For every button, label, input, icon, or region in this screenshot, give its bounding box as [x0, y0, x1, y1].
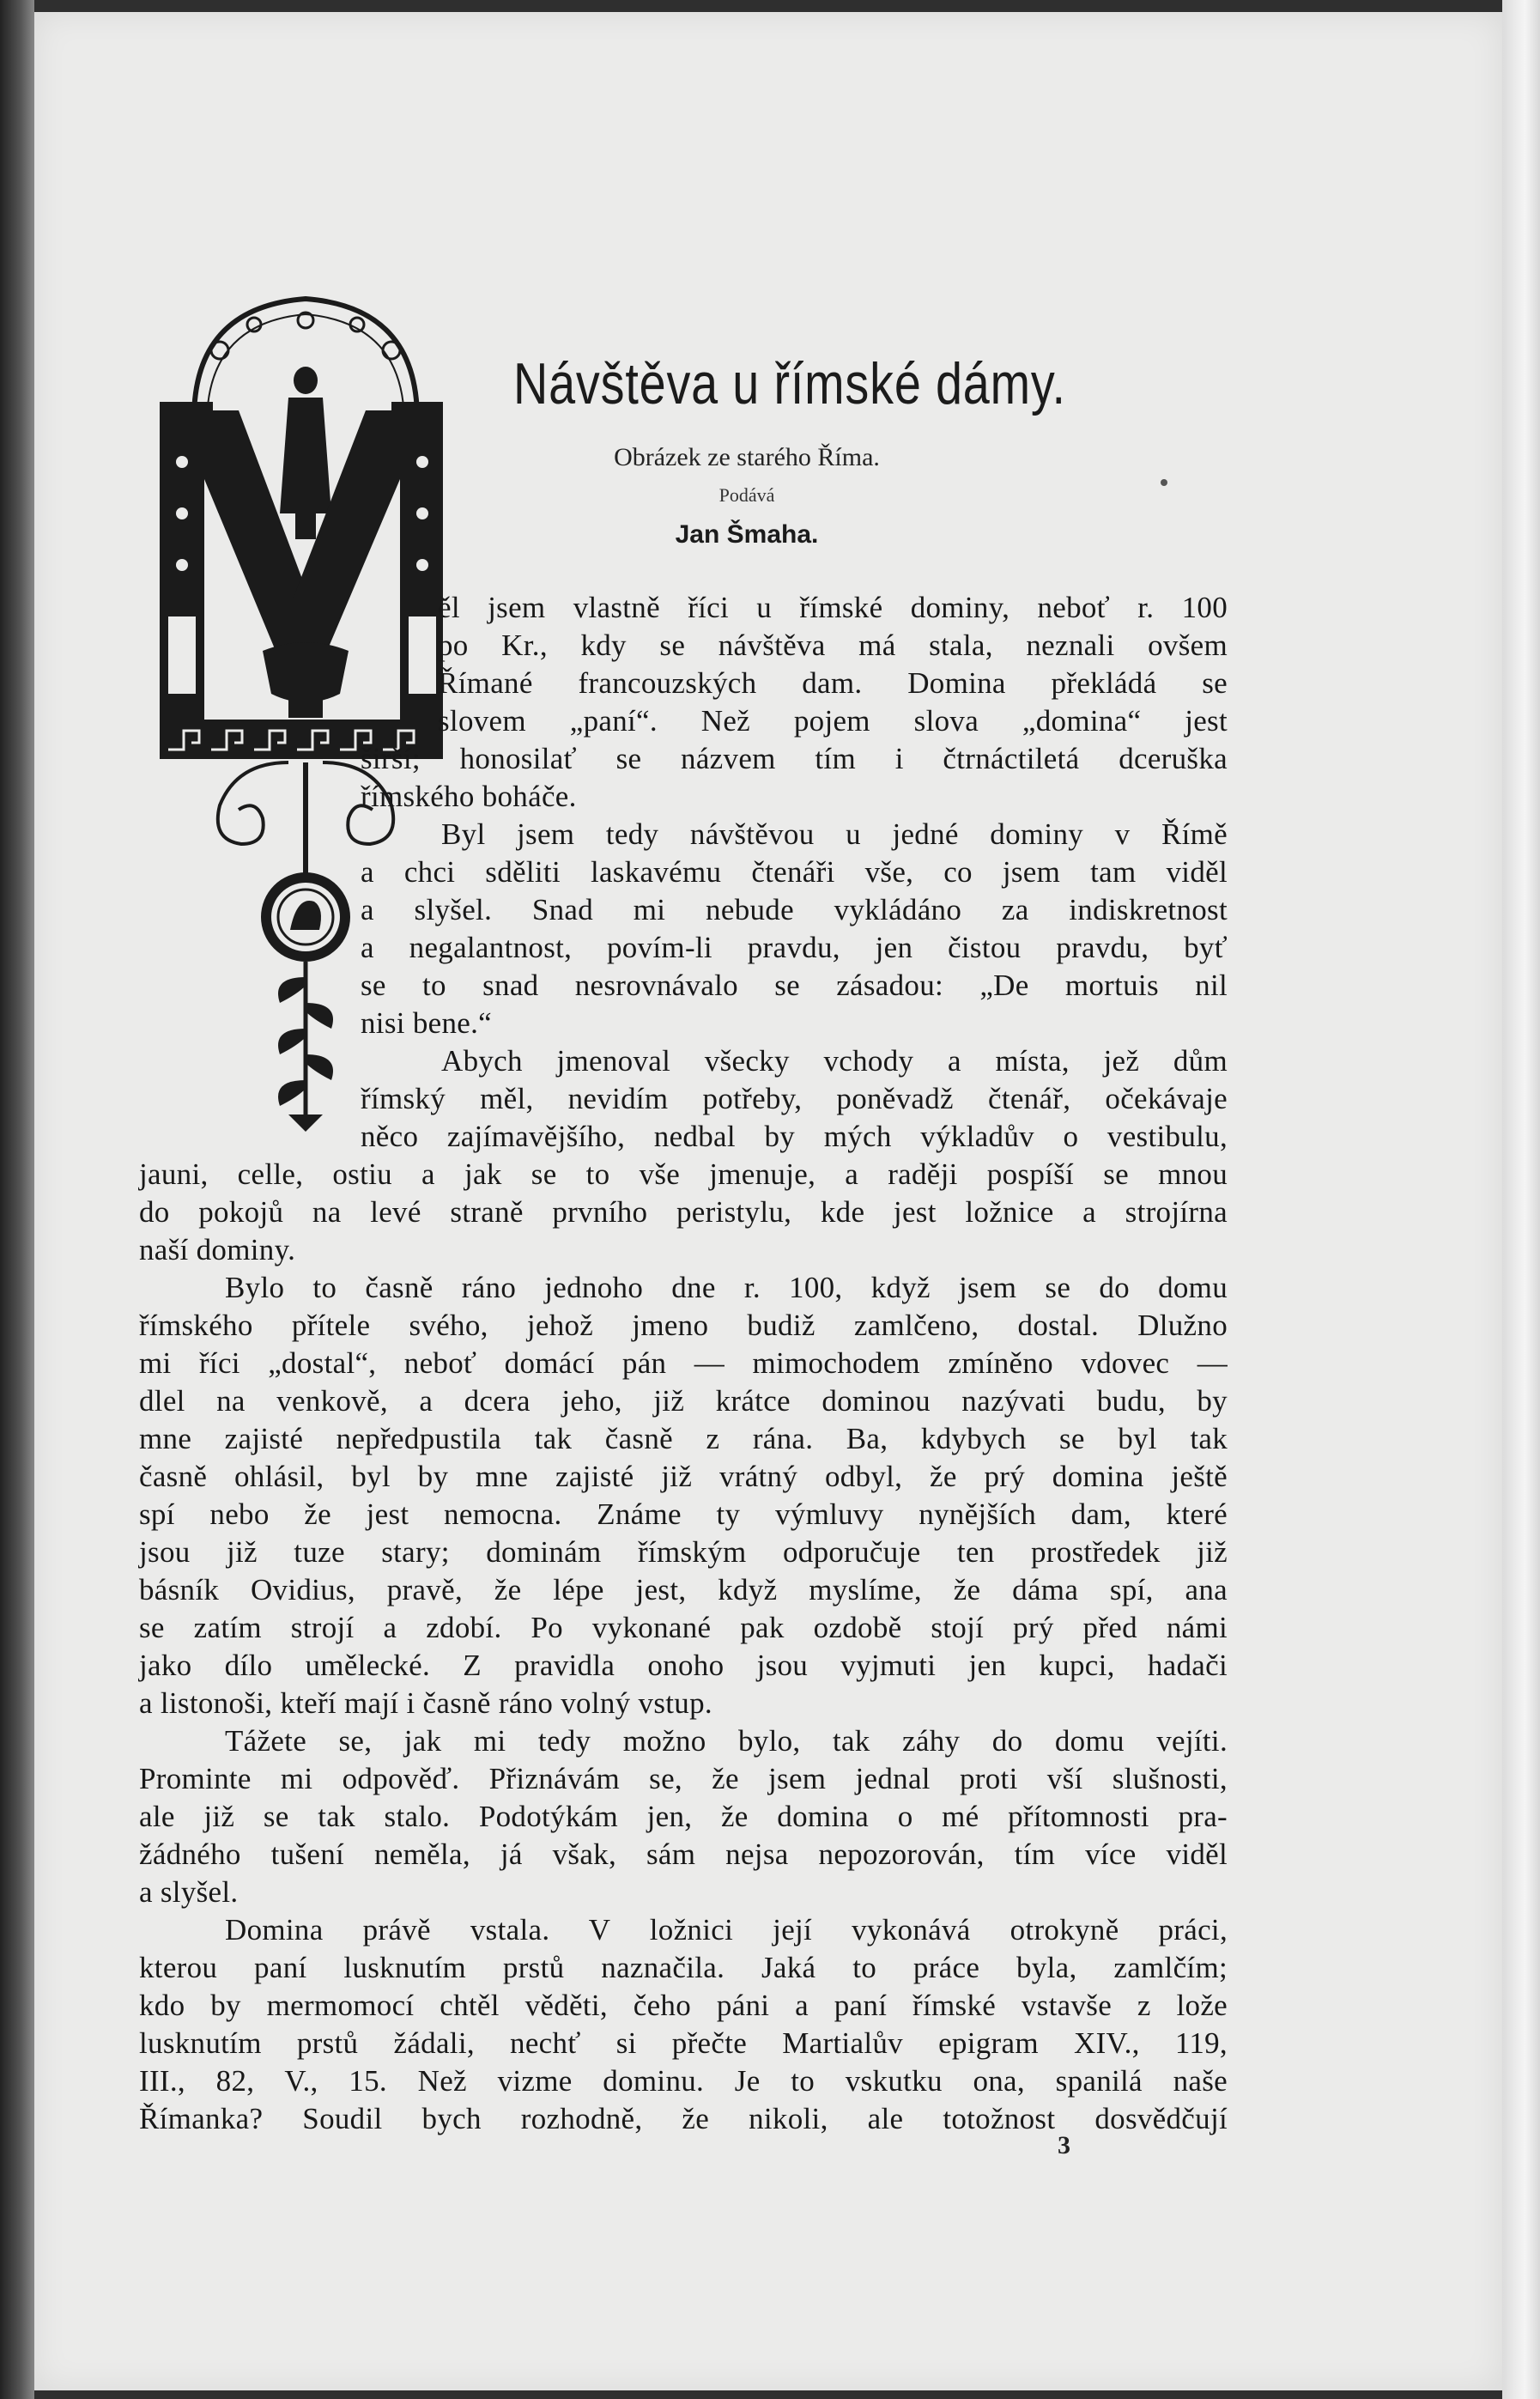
text-line: římský měl, nevidím potřeby, poněvadž čtenář, očekávaje — [361, 1082, 1228, 1115]
page-edge — [1502, 0, 1540, 2399]
text-line: spí nebo že jest nemocna. Známe ty výmluvy nynějších dam, které — [139, 1497, 1228, 1531]
text-line: naší dominy. — [139, 1233, 296, 1266]
text-line: Abych jmenoval všecky vchody a místa, jež dům — [441, 1044, 1228, 1078]
page-number: 3 — [1058, 2131, 1070, 2159]
text-line: se zatím strojí a zdobí. Po vykonané pak ozdobě stojí prý před námi — [139, 1611, 1228, 1644]
text-line: Bylo to časně ráno jednoho dne r. 100, když jsem se do domu — [225, 1271, 1228, 1304]
article-title: Návštěva u římské dámy. — [513, 351, 1066, 416]
article-subtitle: Obrázek ze starého Říma. — [614, 443, 880, 471]
text-line: římského přítele svého, jehož jmeno budiž zamlčeno, dostal. Dlužno — [139, 1309, 1228, 1342]
text-line: mi říci „dostal“, neboť domácí pán — mimochodem zmíněno vdovec — — [139, 1346, 1228, 1380]
text-line: ale již se tak stalo. Podotýkám jen, že domina o mé přítomnosti pra- — [139, 1800, 1228, 1833]
text-line: a chci sděliti laskavému čtenáři vše, co jsem tam viděl — [361, 855, 1228, 889]
text-line: do pokojů na levé straně prvního peristylu, kde jest ložnice a strojírna — [139, 1195, 1228, 1229]
text-line: jako dílo umělecké. Z pravidla onoho jsou vyjmuti jen kupci, hadači — [139, 1649, 1228, 1682]
text-line: a slyšel. Snad mi nebude vykládáno za indiskretnost — [361, 893, 1228, 926]
book-spine-shadow — [0, 0, 34, 2399]
print-speck — [1161, 479, 1167, 486]
text-line: Byl jsem tedy návštěvou u jedné dominy v Římě — [441, 817, 1228, 851]
text-line: kterou paní lusknutím prstů naznačila. Jaká to práce byla, zamlčím; — [139, 1951, 1228, 1984]
text-line: kdo by mermomocí chtěl věděti, čeho páni a paní římské vstavše z lože — [139, 1989, 1228, 2022]
text-line: něco zajímavějšího, nedbal by mých výkladův o vestibulu, — [361, 1120, 1228, 1153]
text-line: po Kr., kdy se návštěva má stala, neznali ovšem — [438, 629, 1228, 662]
text-line: III., 82, V., 15. Než vizme dominu. Je to vskutku ona, spanilá naše — [139, 2064, 1228, 2098]
text-line: a slyšel. — [139, 1875, 239, 1909]
text-line: jsou již tuze stary; dominám římským odporučuje ten prostředek již — [139, 1535, 1228, 1569]
text-line: jauni, celle, ostiu a jak se to vše jmenuje, a raději pospíší se mnou — [139, 1157, 1228, 1191]
text-line: Domina právě vstala. V ložnici její vykonává otrokyně práci, — [225, 1913, 1228, 1947]
text-line: básník Ovidius, pravě, že lépe jest, když myslíme, že dáma spí, ana — [139, 1573, 1228, 1606]
text-line: a negalantnost, povím-li pravdu, jen čistou pravdu, byť — [361, 931, 1228, 964]
text-line: ěl jsem vlastně říci u římské dominy, neboť r. 100 — [438, 591, 1228, 624]
text-line: slovem „paní“. Než pojem slova „domina“ jest — [438, 704, 1228, 738]
text-line: Římané francouzských dam. Domina překládá se — [438, 666, 1228, 700]
text-line: Římanka? Soudil bych rozhodně, že nikoli, ale totožnost dosvědčují — [139, 2102, 1228, 2135]
presents-label: Podává — [718, 484, 775, 506]
text-line: Prominte mi odpověď. Přiznávám se, že jsem jednal proti vší slušnosti, — [139, 1762, 1228, 1795]
text-line: dlel na venkově, a dcera jeho, již krátce dominou nazývati budu, by — [139, 1384, 1228, 1418]
text-line: širší; honosilať se názvem tím i čtrnáctiletá dceruška — [361, 742, 1228, 775]
text-line: lusknutím prstů žádali, nechť si přečte Martialův epigram XIV., 119, — [139, 2026, 1228, 2060]
text-line: a listonoši, kteří mají i časně ráno volný vstup. — [139, 1686, 712, 1720]
text-line: časně ohlásil, byl by mne zajisté již vrátný odbyl, že prý domina ještě — [139, 1460, 1228, 1493]
text-line: mne zajisté nepředpustila tak časně z rána. Ba, kdybych se byl tak — [139, 1422, 1228, 1455]
text-line: žádného tušení neměla, já však, sám nejsa nepozorován, tím více viděl — [139, 1837, 1228, 1871]
article-author: Jan Šmaha. — [675, 520, 819, 549]
text-line: se to snad nesrovnávalo se zásadou: „De mortuis nil — [361, 969, 1228, 1002]
text-line: Tážete se, jak mi tedy možno bylo, tak záhy do domu vejíti. — [225, 1724, 1228, 1758]
text-line: nisi bene.“ — [361, 1006, 492, 1040]
text-line: římského boháče. — [361, 780, 577, 813]
